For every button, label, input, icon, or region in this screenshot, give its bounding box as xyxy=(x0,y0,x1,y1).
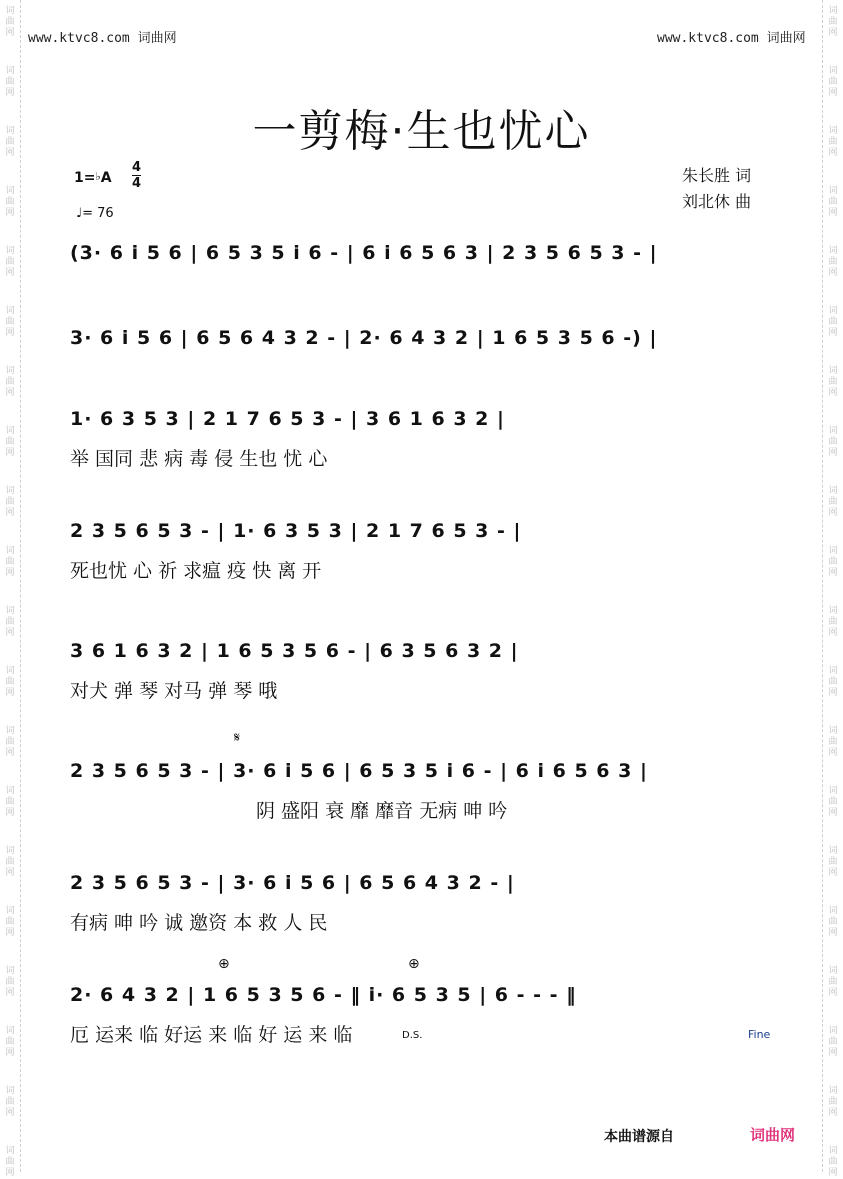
side-watermark-text: 词 曲 网 xyxy=(828,246,838,278)
side-watermark-text: 词 曲 网 xyxy=(5,1026,15,1058)
dal-segno-mark: D.S. xyxy=(402,1030,423,1041)
side-watermark-text: 词 曲 网 xyxy=(828,966,838,998)
side-watermark-text: 词 曲 网 xyxy=(828,606,838,638)
side-watermark-text: 词 曲 网 xyxy=(828,666,838,698)
side-watermark-text: 词 曲 网 xyxy=(5,486,15,518)
side-watermark-text: 词 曲 网 xyxy=(5,1146,15,1178)
side-watermark-text: 词 曲 网 xyxy=(828,1086,838,1118)
notation-line: 3· 6 i 5 6 | 6 5 6 4 3 2 - | 2· 6 4 3 2 | 1 6 5 3 5 6 -) | xyxy=(70,327,658,349)
time-signature: 4 4 xyxy=(132,160,142,191)
song-title: 一剪梅·生也忧心 xyxy=(252,106,591,157)
lyric-line: 阴 盛阳 衰 靡 靡音 无病 呻 吟 xyxy=(256,800,508,822)
brand-logo: 词曲网 xyxy=(750,1126,796,1144)
source-note: 本曲谱源自 xyxy=(604,1129,674,1145)
side-watermark-text: 词 曲 网 xyxy=(828,126,838,158)
side-watermark-text: 词 曲 网 xyxy=(5,6,15,38)
coda-icon: ⊕ xyxy=(218,956,230,972)
lyric-line: 有病 呻 吟 诚 邀资 本 救 人 民 xyxy=(70,912,328,934)
site-watermark-right: www.ktvc8.com 词曲网 xyxy=(657,31,806,46)
notation-line: 1· 6 3 5 3 | 2 1 7 6 5 3 - | 3 6 1 6 3 2 | xyxy=(70,408,505,430)
side-watermark-text: 词 曲 网 xyxy=(5,126,15,158)
side-watermark-text: 词 曲 网 xyxy=(5,546,15,578)
site-watermark-left: www.ktvc8.com 词曲网 xyxy=(28,31,177,46)
side-watermark-text: 词 曲 网 xyxy=(5,306,15,338)
side-watermark-text: 词 曲 网 xyxy=(5,906,15,938)
side-watermark-text: 词 曲 网 xyxy=(828,486,838,518)
side-watermark-text: 词 曲 网 xyxy=(5,966,15,998)
notation-line: 2 3 5 6 5 3 - | 3· 6 i 5 6 | 6 5 6 4 3 2 - | xyxy=(70,872,515,894)
side-watermark-text: 词 曲 网 xyxy=(828,846,838,878)
notation-line: 3 6 1 6 3 2 | 1 6 5 3 5 6 - | 6 3 5 6 3 2 | xyxy=(70,640,519,662)
lyric-line: 厄 运来 临 好运 来 临 好 运 来 临 xyxy=(70,1024,353,1046)
tempo-marking: ♩= 76 xyxy=(76,206,114,221)
notation-line: 2 3 5 6 5 3 - | 1· 6 3 5 3 | 2 1 7 6 5 3 - | xyxy=(70,520,522,542)
lyric-line: 对犬 弹 琴 对马 弹 琴 哦 xyxy=(70,680,278,702)
segno-icon: 𝄋 xyxy=(234,730,241,746)
side-watermark-text: 词 曲 网 xyxy=(828,786,838,818)
side-watermark-text: 词 曲 网 xyxy=(828,546,838,578)
side-watermark-text: 词 曲 网 xyxy=(828,6,838,38)
side-watermark-text: 词 曲 网 xyxy=(5,1086,15,1118)
side-watermark-text: 词 曲 网 xyxy=(828,306,838,338)
lyric-line: 死也忧 心 祈 求瘟 疫 快 离 开 xyxy=(70,560,322,582)
side-watermark-text: 词 曲 网 xyxy=(5,246,15,278)
right-watermark-strip xyxy=(822,0,843,1178)
side-watermark-text: 词 曲 网 xyxy=(5,66,15,98)
credits xyxy=(682,163,751,215)
coda-icon: ⊕ xyxy=(408,956,420,972)
notation-line: 2 3 5 6 5 3 - | 3· 6 i 5 6 | 6 5 3 5 i 6 - | 6 i 6 5 6 3 | xyxy=(70,760,648,782)
side-watermark-text: 词 曲 网 xyxy=(5,426,15,458)
side-watermark-text: 词 曲 网 xyxy=(828,366,838,398)
composer-credit: 刘北休 曲 xyxy=(682,192,752,211)
fine-mark: Fine xyxy=(748,1028,771,1041)
side-watermark-text: 词 曲 网 xyxy=(5,666,15,698)
notation-line: 2· 6 4 3 2 | 1 6 5 3 5 6 - ‖ i· 6 5 3 5 | 6 - - - ‖ xyxy=(70,984,577,1006)
lyric-line: 举 国同 悲 病 毒 侵 生也 忧 心 xyxy=(70,448,328,470)
side-watermark-text: 词 曲 网 xyxy=(5,606,15,638)
side-watermark-text: 词 曲 网 xyxy=(5,726,15,758)
side-watermark-text: 词 曲 网 xyxy=(5,366,15,398)
side-watermark-text: 词 曲 网 xyxy=(828,186,838,218)
key-signature: 1=♭A xyxy=(74,170,112,186)
side-watermark-text: 词 曲 网 xyxy=(828,906,838,938)
side-watermark-text: 词 曲 网 xyxy=(828,426,838,458)
side-watermark-text: 词 曲 网 xyxy=(5,786,15,818)
side-watermark-text: 词 曲 网 xyxy=(828,1146,838,1178)
side-watermark-text: 词 曲 网 xyxy=(828,66,838,98)
side-watermark-text: 词 曲 网 xyxy=(828,726,838,758)
side-watermark-text: 词 曲 网 xyxy=(5,846,15,878)
notation-line: (3· 6 i 5 6 | 6 5 3 5 i 6 - | 6 i 6 5 6 3 | 2 3 5 6 5 3 - | xyxy=(70,242,658,264)
left-watermark-strip xyxy=(0,0,21,1178)
side-watermark-text: 词 曲 网 xyxy=(828,1026,838,1058)
lyricist-credit: 朱长胜 词 xyxy=(682,166,752,185)
side-watermark-text: 词 曲 网 xyxy=(5,186,15,218)
